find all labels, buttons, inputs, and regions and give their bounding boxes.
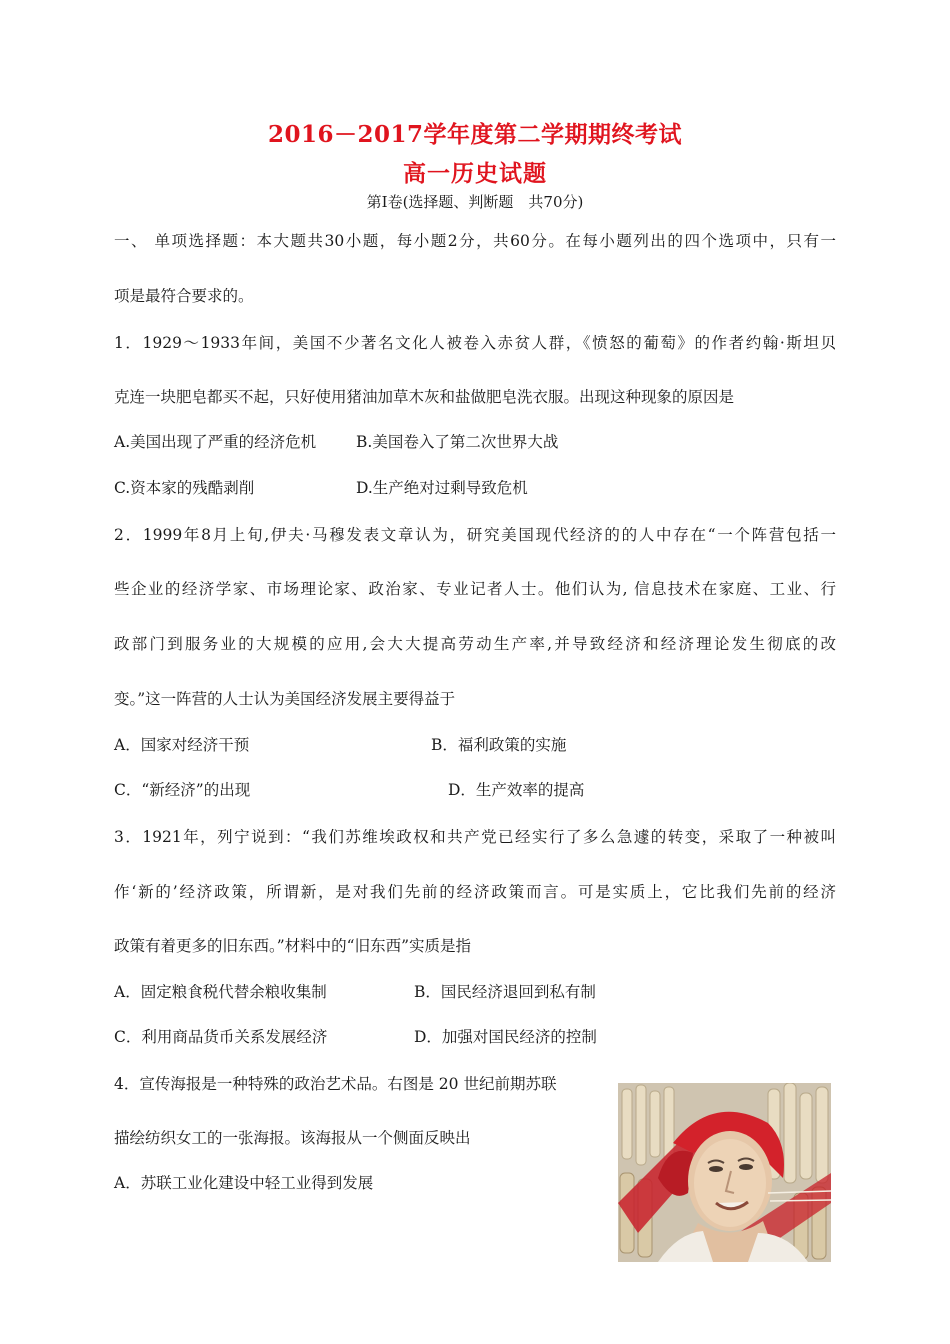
- question-1-option-d: D.生产绝对过剩导致危机: [356, 479, 528, 497]
- question-4-option-a: A．苏联工业化建设中轻工业得到发展: [114, 1174, 374, 1192]
- question-2-text: 政部门到服务业的大规模的应用,会大大提高劳动生产率,并导致经济和经济理论发生彻底的改: [114, 635, 836, 653]
- exam-subtitle: 高一历史试题: [403, 160, 547, 187]
- question-1-option-b: B.美国卷入了第二次世界大战: [356, 433, 559, 451]
- question-2-option-a: A．国家对经济干预: [114, 736, 250, 754]
- question-1-text: 克连一块肥皂都买不起，只好使用猪油加草木灰和盐做肥皂洗衣服。出现这种现象的原因是: [114, 388, 735, 406]
- section-intro-line: 项是最符合要求的。: [114, 287, 254, 305]
- question-3-option-b: B．国民经济退回到私有制: [414, 983, 596, 1001]
- question-2-text: 变。”这一阵营的人士认为美国经济发展主要得益于: [114, 690, 456, 708]
- question-2-text: 2．1999年8月上旬,伊夫·马穆发表文章认为，研究美国现代经济的的人中存在“一个阵营包括一: [114, 526, 836, 544]
- question-2-text: 些企业的经济学家、市场理论家、政治家、专业记者人士。他们认为, 信息技术在家庭、工业、行: [114, 580, 836, 598]
- question-3-text: 3．1921年，列宁说到：“我们苏维埃政权和共产党已经实行了多么急遽的转变，采取了一种被叫: [114, 828, 836, 846]
- question-3-text: 作‘新的’经济政策，所谓新，是对我们先前的经济政策而言。可是实质上，它比我们先前的经济: [114, 883, 836, 901]
- question-4-text: 描绘纺织女工的一张海报。该海报从一个侧面反映出: [114, 1129, 471, 1147]
- poster-illustration: [618, 1083, 831, 1262]
- question-2-option-b: B．福利政策的实施: [431, 736, 567, 754]
- question-1-option-c: C.资本家的残酷剥削: [114, 479, 255, 497]
- question-2-option-c: C．“新经济”的出现: [114, 781, 251, 799]
- soviet-poster-image: [618, 1083, 831, 1262]
- question-2-option-d: D．生产效率的提高: [448, 781, 585, 799]
- section-intro-line: 一、 单项选择题：本大题共30小题，每小题2分，共60分。在每小题列出的四个选项中，只有一: [114, 232, 836, 250]
- question-3-option-a: A．固定粮食税代替余粮收集制: [114, 983, 327, 1001]
- exam-title: 2016－2017学年度第二学期期终考试: [267, 121, 683, 148]
- question-4-text: 4．宣传海报是一种特殊的政治艺术品。右图是 20 世纪前期苏联: [114, 1075, 557, 1093]
- question-1-text: 1．1929～1933年间，美国不少著名文化人被卷入赤贫人群，《愤怒的葡萄》的作者约翰·斯坦贝: [114, 334, 836, 352]
- volume-heading: 第Ⅰ卷(选择题、判断题 共70分): [366, 193, 584, 211]
- question-3-option-c: C．利用商品货币关系发展经济: [114, 1028, 328, 1046]
- question-1-option-a: A.美国出现了严重的经济危机: [114, 433, 317, 451]
- question-3-text: 政策有着更多的旧东西。”材料中的“旧东西”实质是指: [114, 937, 472, 955]
- question-3-option-d: D．加强对国民经济的控制: [414, 1028, 597, 1046]
